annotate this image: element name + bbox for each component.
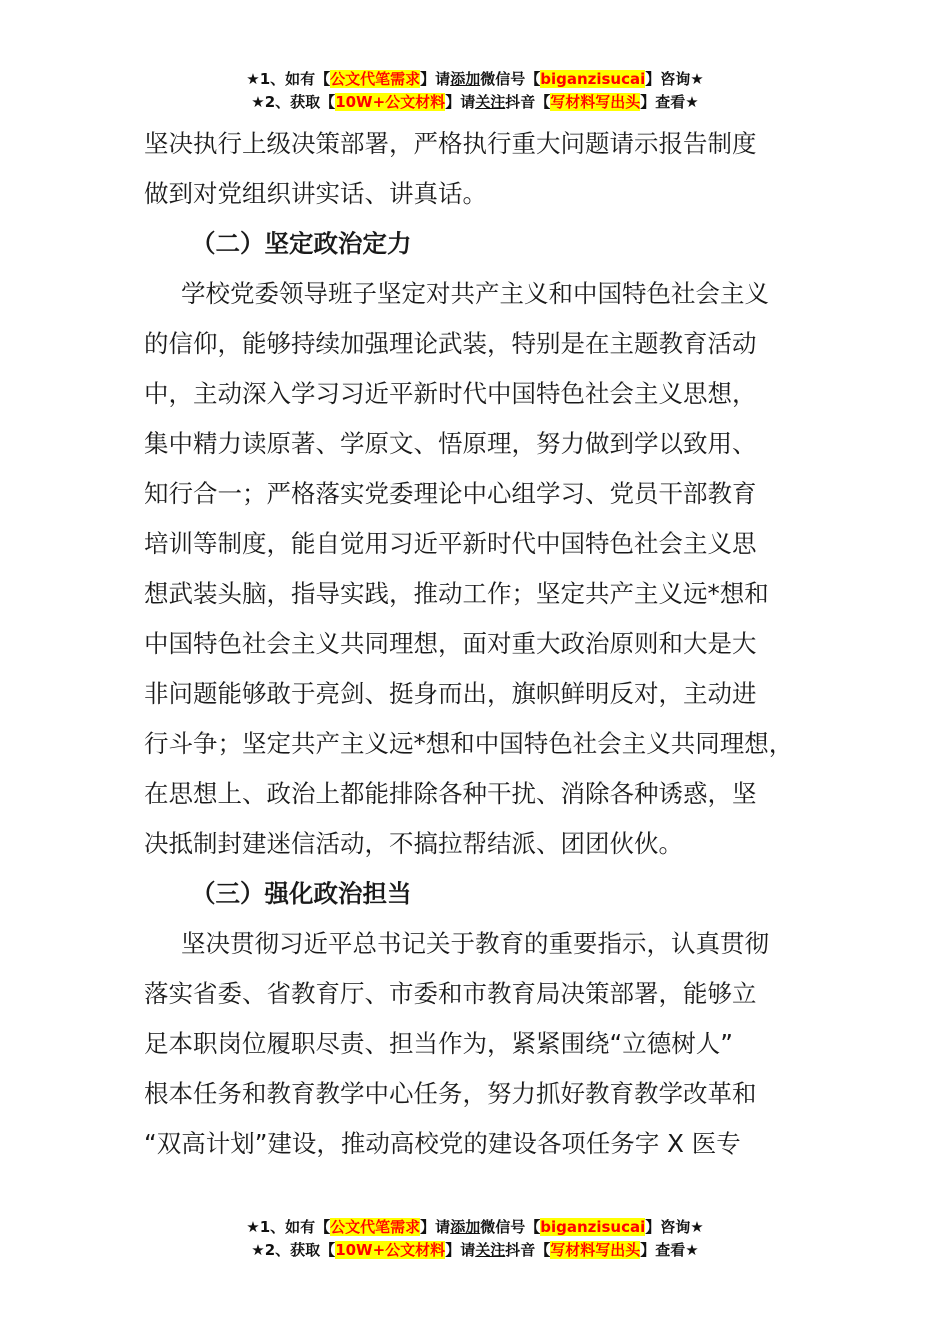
promo-text: 抖音【: [505, 93, 551, 111]
text-line: 坚决贯彻习近平总书记关于教育的重要指示，认真贯彻: [181, 929, 769, 958]
promo-highlight: 公文代笔需求: [330, 70, 421, 88]
promo-banner-bottom: [0, 1216, 950, 1262]
promo-highlight: biganzisucai: [540, 70, 646, 88]
promo-line-2: [0, 91, 950, 114]
text-line: 学校党委领导班子坚定对共产主义和中国特色社会主义: [181, 279, 769, 308]
promo-highlight: 写材料写出头: [550, 93, 641, 111]
promo-underline: 添加: [450, 1218, 481, 1236]
text-line: 知行合一；严格落实党委理论中心组学习、党员干部教育: [144, 479, 757, 508]
promo-text: ★1、如有【: [246, 1218, 331, 1236]
promo-text: ★2、获取【: [251, 93, 336, 111]
text-line: 的信仰，能够持续加强理论武装，特别是在主题教育活动: [144, 329, 757, 358]
promo-line-1: [0, 68, 950, 91]
promo-line-1: [0, 1216, 950, 1239]
promo-text: ★2、获取【: [251, 1241, 336, 1259]
promo-highlight: 10W+公文材料: [335, 1241, 446, 1259]
text-line: 根本任务和教育教学中心任务，努力抓好教育教学改革和: [144, 1079, 757, 1108]
text-line: 想武装头脑，指导实践，推动工作；坚定共产主义远*想和: [144, 579, 769, 608]
promo-text: 】咨询★: [645, 70, 704, 88]
promo-highlight: 写材料写出头: [550, 1241, 641, 1259]
promo-text: 微信号【: [480, 1218, 541, 1236]
promo-text: ★1、如有【: [246, 70, 331, 88]
promo-text: 】查看★: [640, 93, 699, 111]
promo-highlight: biganzisucai: [540, 1218, 646, 1236]
promo-underline: 关注: [475, 1241, 506, 1259]
promo-text: 】咨询★: [645, 1218, 704, 1236]
document-body: [144, 119, 834, 1169]
text-line: 足本职岗位履职尽责、担当作为，紧紧围绕“立德树人”: [144, 1029, 733, 1058]
text-line: 在思想上、政治上都能排除各种干扰、消除各种诱惑，坚: [144, 779, 757, 808]
section-heading-3: （三）强化政治担当: [191, 879, 412, 908]
text-line: 决抵制封建迷信活动，不搞拉帮结派、团团伙伙。: [144, 829, 683, 858]
text-line: 落实省委、省教育厅、市委和市教育局决策部署，能够立: [144, 979, 757, 1008]
text-line: 中国特色社会主义共同理想，面对重大政治原则和大是大: [144, 629, 757, 658]
promo-text: 微信号【: [480, 70, 541, 88]
promo-text: 抖音【: [505, 1241, 551, 1259]
section-heading-2: （二）坚定政治定力: [191, 229, 412, 258]
promo-text: 】查看★: [640, 1241, 699, 1259]
promo-text: 】请: [420, 1218, 451, 1236]
text-line: 培训等制度，能自觉用习近平新时代中国特色社会主义思: [144, 529, 757, 558]
promo-underline: 关注: [475, 93, 506, 111]
promo-highlight: 10W+公文材料: [335, 93, 446, 111]
text-line: 行斗争；坚定共产主义远*想和中国特色社会主义共同理想，: [144, 729, 794, 758]
promo-banner-top: [0, 68, 950, 114]
promo-highlight: 公文代笔需求: [330, 1218, 421, 1236]
text-line: 做到对党组织讲实话、讲真话。: [144, 179, 487, 208]
text-line: 坚决执行上级决策部署，严格执行重大问题请示报告制度: [144, 129, 757, 158]
promo-text: 】请: [445, 93, 476, 111]
promo-text: 】请: [420, 70, 451, 88]
text-line: 集中精力读原著、学原文、悟原理，努力做到学以致用、: [144, 429, 757, 458]
text-line: 非问题能够敢于亮剑、挺身而出，旗帜鲜明反对，主动进: [144, 679, 757, 708]
promo-underline: 添加: [450, 70, 481, 88]
promo-line-2: [0, 1239, 950, 1262]
text-line: 中，主动深入学习习近平新时代中国特色社会主义思想，: [144, 379, 757, 408]
promo-text: 】请: [445, 1241, 476, 1259]
text-line: “双高计划”建设，推动高校党的建设各项任务字 X 医专: [144, 1129, 741, 1158]
